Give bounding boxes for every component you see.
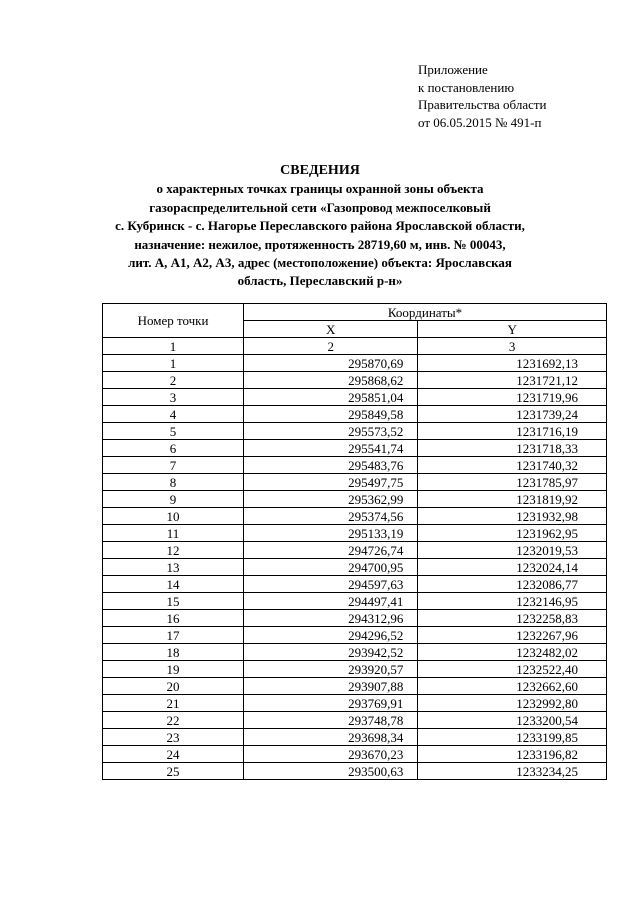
x-coordinate-cell: 293748,78 [244, 712, 418, 729]
table-body [103, 355, 607, 780]
point-number-cell: 20 [103, 678, 244, 695]
y-coordinate-cell: 1231740,32 [418, 457, 607, 474]
table-row [103, 695, 607, 712]
x-coordinate-cell: 295868,62 [244, 372, 418, 389]
point-number-cell: 11 [103, 525, 244, 542]
x-coordinate-cell: 293698,34 [244, 729, 418, 746]
document-title [80, 162, 560, 291]
x-coordinate-cell: 294597,63 [244, 576, 418, 593]
y-coordinate-cell: 1231721,12 [418, 372, 607, 389]
point-number-cell: 15 [103, 593, 244, 610]
x-coordinate-cell: 295374,56 [244, 508, 418, 525]
point-number-cell: 18 [103, 644, 244, 661]
appendix-line: Правительства области [418, 97, 547, 112]
table-row [103, 661, 607, 678]
table-row [103, 542, 607, 559]
table-row [103, 746, 607, 763]
column-number: 1 [103, 338, 244, 355]
point-number-cell: 7 [103, 457, 244, 474]
x-coordinate-cell: 295573,52 [244, 423, 418, 440]
y-coordinate-cell: 1231739,24 [418, 406, 607, 423]
y-coordinate-cell: 1232024,14 [418, 559, 607, 576]
x-coordinate-cell: 294296,52 [244, 627, 418, 644]
x-coordinate-cell: 293670,23 [244, 746, 418, 763]
y-coordinate-cell: 1231718,33 [418, 440, 607, 457]
x-coordinate-cell: 293907,88 [244, 678, 418, 695]
y-coordinate-cell: 1231719,96 [418, 389, 607, 406]
table-row [103, 644, 607, 661]
title-line: лит. А, А1, А2, А3, адрес (местоположение) объекта: Ярославская [128, 255, 512, 271]
table-row [103, 423, 607, 440]
point-number-cell: 22 [103, 712, 244, 729]
table-row [103, 491, 607, 508]
point-number-cell: 1 [103, 355, 244, 372]
table-row [103, 559, 607, 576]
point-number-cell: 9 [103, 491, 244, 508]
x-coordinate-cell: 294726,74 [244, 542, 418, 559]
y-coordinate-cell: 1231785,97 [418, 474, 607, 491]
x-coordinate-cell: 294312,96 [244, 610, 418, 627]
point-number-cell: 23 [103, 729, 244, 746]
x-coordinate-cell: 295483,76 [244, 457, 418, 474]
x-coordinate-cell: 295497,75 [244, 474, 418, 491]
table-row [103, 763, 607, 780]
y-coordinate-cell: 1232019,53 [418, 542, 607, 559]
point-number-cell: 8 [103, 474, 244, 491]
appendix-line: к постановлению [418, 79, 515, 95]
table-row [103, 440, 607, 457]
x-coordinate-cell: 294497,41 [244, 593, 418, 610]
point-number-cell: 3 [103, 389, 244, 406]
point-number-cell: 6 [103, 440, 244, 457]
x-coordinate-cell: 295870,69 [244, 355, 418, 372]
y-coordinate-cell: 1231692,13 [418, 355, 607, 372]
table-row [103, 372, 607, 389]
y-coordinate-cell: 1233196,82 [418, 746, 607, 763]
x-coordinate-cell: 294700,95 [244, 559, 418, 576]
column-number-row [103, 338, 607, 355]
table-row [103, 474, 607, 491]
y-coordinate-cell: 1232146,95 [418, 593, 607, 610]
point-number-cell: 24 [103, 746, 244, 763]
y-coordinate-cell: 1232662,60 [418, 678, 607, 695]
x-coordinate-cell: 295541,74 [244, 440, 418, 457]
y-coordinate-cell: 1232992,80 [418, 695, 607, 712]
x-coordinate-cell: 295849,58 [244, 406, 418, 423]
table-row [103, 525, 607, 542]
table-row [103, 576, 607, 593]
header-y: Y [418, 321, 607, 338]
y-coordinate-cell: 1232086,77 [418, 576, 607, 593]
y-coordinate-cell: 1233234,25 [418, 763, 607, 780]
point-number-cell: 4 [103, 406, 244, 423]
title-heading: СВЕДЕНИЯ [280, 163, 360, 178]
appendix-line: Приложение [418, 62, 488, 77]
table-header-row [103, 304, 607, 321]
table-row [103, 389, 607, 406]
point-number-cell: 21 [103, 695, 244, 712]
y-coordinate-cell: 1231716,19 [418, 423, 607, 440]
x-coordinate-cell: 295851,04 [244, 389, 418, 406]
point-number-cell: 12 [103, 542, 244, 559]
table-row [103, 457, 607, 474]
title-line: область, Переславский р-н» [237, 273, 403, 289]
y-coordinate-cell: 1232522,40 [418, 661, 607, 678]
y-coordinate-cell: 1231962,95 [418, 525, 607, 542]
point-number-cell: 2 [103, 372, 244, 389]
column-number: 3 [418, 338, 607, 355]
point-number-cell: 16 [103, 610, 244, 627]
point-number-cell: 14 [103, 576, 244, 593]
header-x: X [244, 321, 418, 338]
table-row [103, 627, 607, 644]
y-coordinate-cell: 1232258,83 [418, 610, 607, 627]
y-coordinate-cell: 1231932,98 [418, 508, 607, 525]
coordinates-table [102, 303, 607, 780]
column-number: 2 [244, 338, 418, 355]
y-coordinate-cell: 1233199,85 [418, 729, 607, 746]
table-row [103, 610, 607, 627]
table-row [103, 508, 607, 525]
x-coordinate-cell: 293769,91 [244, 695, 418, 712]
table-row [103, 355, 607, 372]
x-coordinate-cell: 293500,63 [244, 763, 418, 780]
table-row [103, 678, 607, 695]
point-number-cell: 25 [103, 763, 244, 780]
x-coordinate-cell: 293942,52 [244, 644, 418, 661]
title-line: с. Кубринск - с. Нагорье Переславского района Ярославской области, [115, 218, 525, 234]
y-coordinate-cell: 1232267,96 [418, 627, 607, 644]
table-row [103, 593, 607, 610]
x-coordinate-cell: 295133,19 [244, 525, 418, 542]
header-point-number: Номер точки [103, 304, 244, 338]
point-number-cell: 10 [103, 508, 244, 525]
x-coordinate-cell: 295362,99 [244, 491, 418, 508]
y-coordinate-cell: 1231819,92 [418, 491, 607, 508]
table-row [103, 729, 607, 746]
point-number-cell: 19 [103, 661, 244, 678]
point-number-cell: 13 [103, 559, 244, 576]
appendix-line: от 06.05.2015 № 491-п [418, 114, 542, 130]
header-coordinates: Координаты* [244, 304, 607, 321]
point-number-cell: 17 [103, 627, 244, 644]
x-coordinate-cell: 293920,57 [244, 661, 418, 678]
appendix-note [418, 61, 547, 131]
y-coordinate-cell: 1233200,54 [418, 712, 607, 729]
table-row [103, 712, 607, 729]
title-line: газораспределительной сети «Газопровод межпоселковый [149, 199, 491, 215]
table-row [103, 406, 607, 423]
point-number-cell: 5 [103, 423, 244, 440]
title-line: назначение: нежилое, протяженность 28719,60 м, инв. № 00043, [134, 236, 506, 252]
y-coordinate-cell: 1232482,02 [418, 644, 607, 661]
title-line: о характерных точках границы охранной зоны объекта [156, 181, 484, 197]
